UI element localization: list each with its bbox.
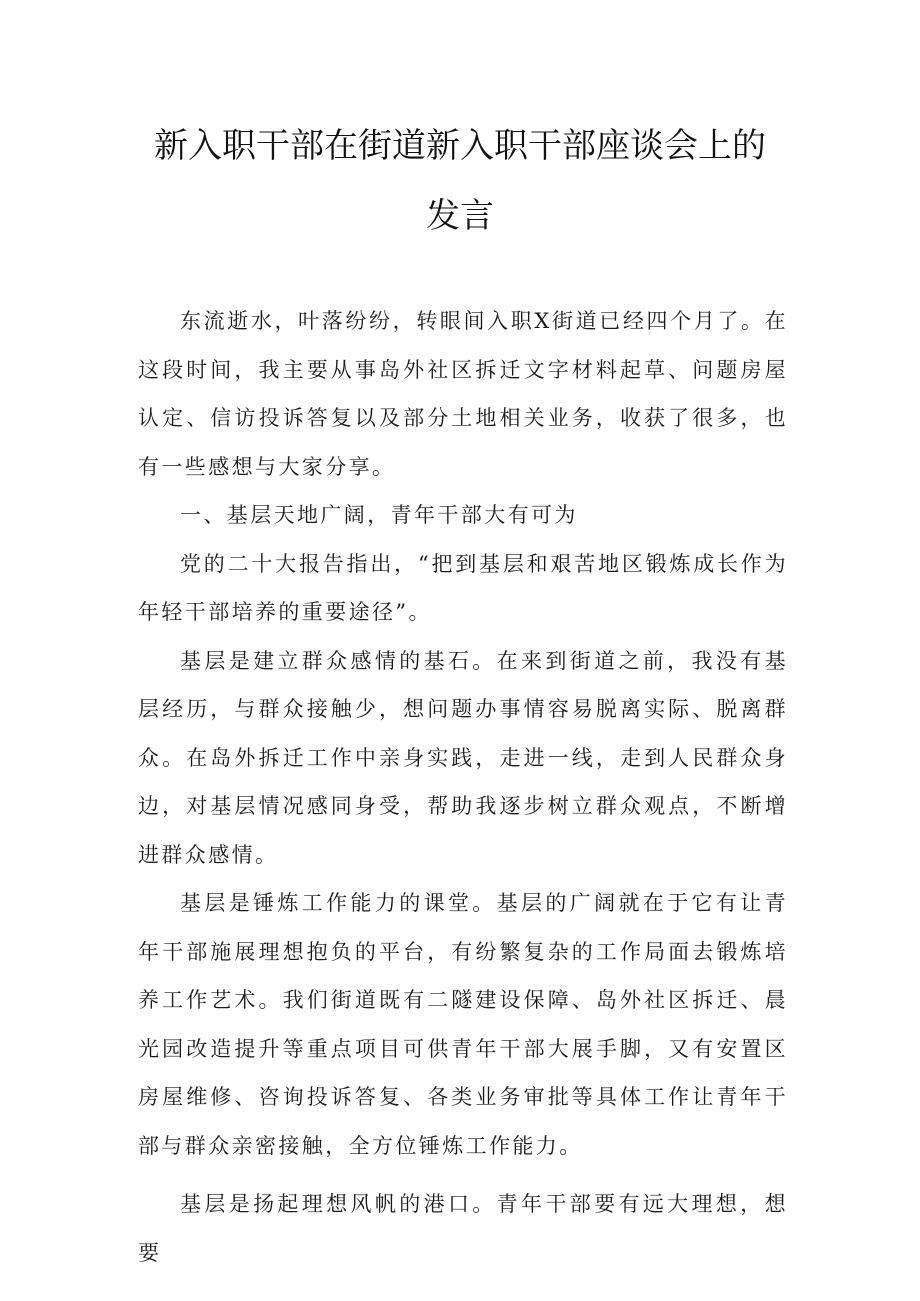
paragraph-quote: 党的二十大报告指出，“把到基层和艰苦地区锻炼成长作为年轻干部培养的重要途径”。 (138, 551, 788, 624)
document-title-line-1: 新入职干部在街道新入职干部座谈会上的 (154, 126, 766, 166)
document-title-line-2: 发言 (426, 196, 494, 236)
document-body (138, 297, 788, 1277)
paragraph-intro: 东流逝水，叶落纷纷，转眼间入职X街道已经四个月了。在这段时间，我主要从事岛外社区拆迁文字材料起草、问题房屋认定、信访投诉答复以及部分土地相关业务，收获了很多，也有一些感想与大家分享。 (138, 309, 788, 479)
paragraph-grassroots-feelings: 基层是建立群众感情的基石。在来到街道之前，我没有基层经历，与群众接触少，想问题办事情容易脱离实际、脱离群众。在岛外拆迁工作中亲身实践，走进一线，走到人民群众身边，对基层情况感同身受，帮助我逐步树立群众观点，不断增进群众感情。 (138, 648, 788, 867)
paragraph-grassroots-ideals: 基层是扬起理想风帆的港口。青年干部要有远大理想，想要 (138, 1192, 788, 1265)
section-heading-1: 一、基层天地广阔，青年干部大有可为 (180, 503, 578, 527)
paragraph-grassroots-ability: 基层是锤炼工作能力的课堂。基层的广阔就在于它有让青年干部施展理想抱负的平台，有纷繁复杂的工作局面去锻炼培养工作艺术。我们街道既有二隧建设保障、岛外社区拆迁、晨光园改造提升等重点项目可供青年干部大展手脚，又有安置区房屋维修、咨询投诉答复、各类业务审批等具体工作让青年干部与群众亲密接触，全方位锤炼工作能力。 (138, 891, 788, 1158)
